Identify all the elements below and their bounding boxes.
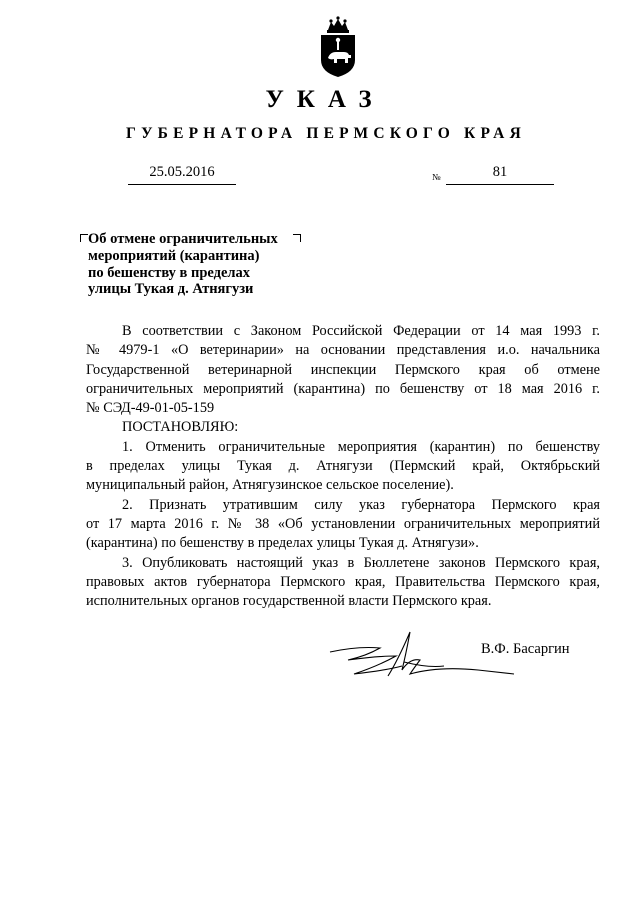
document-date: 25.05.2016 xyxy=(128,164,236,185)
item-1-line: в пределах улицы Тукая д. Атнягузи (Пермский край, Октябрьский xyxy=(86,458,600,475)
signer-name: В.Ф. Басаргин xyxy=(481,641,570,657)
document-number: 81 xyxy=(446,164,554,185)
handwritten-signature xyxy=(318,626,518,700)
item-3-line: правовых актов губернатора Пермского края, Правительства Пермского края, xyxy=(86,573,600,590)
preamble-line: № 4979-1 «О ветеринарии» на основании представления и.о. начальника xyxy=(86,342,600,359)
subject-line: мероприятий (карантина) xyxy=(88,247,260,264)
item-2-line: от 17 марта 2016 г. № 38 «Об установлении ограничительных мероприятий xyxy=(86,515,600,532)
item-1-line: 1. Отменить ограничительные мероприятия (карантин) по бешенству xyxy=(122,438,600,455)
item-2-line: (карантина) по бешенству в пределах улицы Тукая д. Атнягузи». xyxy=(86,535,479,552)
item-1-line: муниципальный район, Атнягузинское сельское поселение). xyxy=(86,477,454,494)
subject-line: улицы Тукая д. Атнягузи xyxy=(88,281,254,298)
title-bracket-left xyxy=(80,234,88,242)
preamble-line: № СЭД-49-01-05-159 xyxy=(86,400,215,417)
preamble-line: ограничительных мероприятий (карантина) по бешенству от 18 мая 2016 г. xyxy=(86,380,600,397)
subject-line: Об отмене ограничительных xyxy=(88,231,278,247)
document-subject-title xyxy=(88,231,308,298)
decree-word: ПОСТАНОВЛЯЮ: xyxy=(122,419,239,436)
document-body xyxy=(86,322,600,611)
coat-of-arms-emblem xyxy=(318,16,358,78)
item-3-line: исполнительных органов государственной власти Пермского края. xyxy=(86,593,492,610)
item-2-line: 2. Признать утратившим силу указ губернатора Пермского края xyxy=(122,496,600,513)
item-3-line: 3. Опубликовать настоящий указ в Бюллетене законов Пермского края, xyxy=(122,554,600,571)
preamble-line: Государственной ветеринарной инспекции Пермского края об отмене xyxy=(86,361,600,378)
subject-line: по бешенству в пределах xyxy=(88,264,251,281)
preamble-line: В соответствии с Законом Российской Федерации от 14 мая 1993 г. xyxy=(122,323,600,339)
document-type-heading: УКАЗ xyxy=(265,86,385,113)
document-issuer-heading: ГУБЕРНАТОРА ПЕРМСКОГО КРАЯ xyxy=(126,125,526,142)
number-sign-label: № xyxy=(432,172,441,182)
